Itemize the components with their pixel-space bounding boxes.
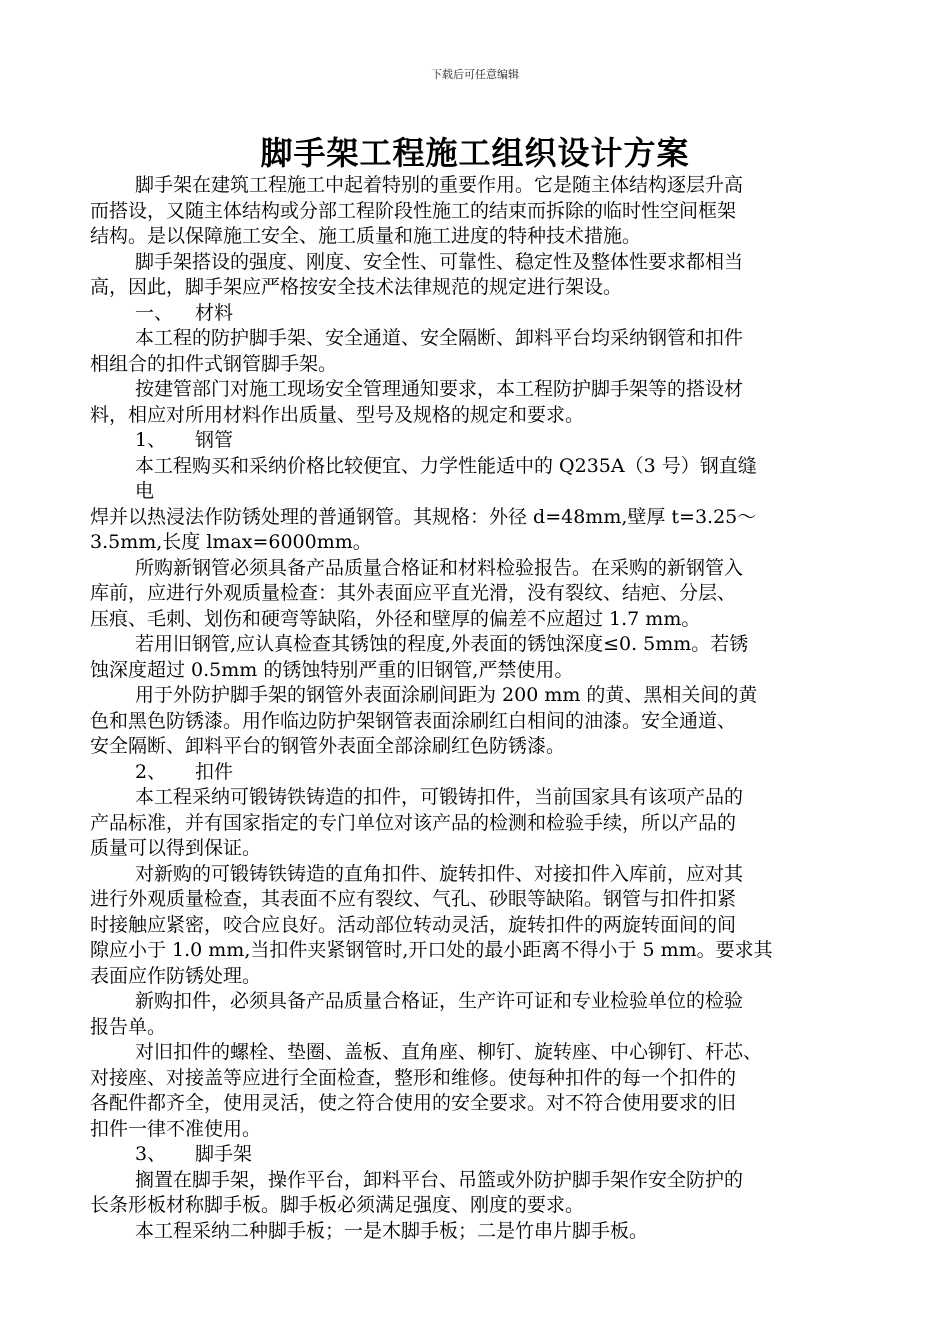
text-line: 时接触应紧密，咬合应良好。活动部位转动灵活，旋转扣件的两旋转面间的间 [90, 913, 737, 936]
text-line: 而搭设，又随主体结构或分部工程阶段性施工的结束而拆除的临时性空间框架 [90, 199, 737, 222]
text-line: 蚀深度超过 0.5mm 的锈蚀特别严重的旧钢管,严禁使用。 [90, 658, 574, 681]
section-number: 1、 [135, 429, 167, 451]
section-number: 2、 [135, 760, 167, 783]
section-title: 脚手架 [195, 1143, 253, 1165]
section-number: 3、 [135, 1143, 167, 1165]
text-line: 安全隔断、卸料平台的钢管外表面全部涂刷红色防锈漆。 [90, 735, 566, 757]
text-line: 库前，应进行外观质量检查：其外表面应平直光滑，没有裂纹、结疤、分层、 [90, 582, 737, 604]
text-line: 色和黑色防锈漆。用作临边防护架钢管表面涂刷红白相间的油漆。安全通道、 [90, 709, 737, 732]
text-line: 长条形板材称脚手板。脚手板必须满足强度、刚度的要求。 [90, 1194, 585, 1216]
section-heading [90, 1142, 870, 1168]
text-line: 各配件都齐全，使用灵活，使之符合使用的安全要求。对不符合使用要求的旧 [90, 1092, 737, 1114]
section-title: 钢管 [195, 429, 234, 451]
text-line: 对旧扣件的螺栓、垫圈、盖板、直角座、柳钉、旋转座、中心铆钉、杆芯、 [135, 1041, 763, 1063]
text-line: 高，因此，脚手架应严格按安全技术法律规范的规定进行架设。 [90, 276, 623, 298]
text-line: 本工程采纳可锻铸铁铸造的扣件，可锻铸扣件，当前国家具有该项产品的 [135, 786, 744, 808]
text-line: 若用旧钢管,应认真检查其锈蚀的程度,外表面的锈蚀深度≤0. 5mm。若锈 [135, 633, 749, 655]
section-heading [90, 428, 870, 454]
text-line: 用于外防护脚手架的钢管外表面涂刷间距为 200 mm 的黄、黑相关间的黄 [135, 684, 758, 706]
section-heading [90, 301, 870, 327]
text-line: 产品标准，并有国家指定的专门单位对该产品的检测和检验手续，所以产品的 [90, 811, 737, 834]
section-title: 扣件 [195, 760, 234, 783]
page-header: 下载后可任意编辑 [431, 68, 519, 81]
text-line: 焊并以热浸法作防锈处理的普通钢管。其规格：外径 d=48mm,壁厚 t=3.25～ [90, 505, 757, 528]
text-line: 相组合的扣件式钢管脚手架。 [90, 352, 338, 375]
text-line: 质量可以得到保证。 [90, 837, 262, 859]
text-line: 新购扣件，必须具备产品质量合格证，生产许可证和专业检验单位的检验 [135, 990, 744, 1012]
section-title: 材料 [195, 301, 234, 324]
section-heading [90, 760, 870, 786]
text-line: 表面应作防锈处理。 [90, 964, 262, 987]
text-line: 压痕、毛刺、划伤和硬弯等缺陷，外径和壁厚的偏差不应超过 1.7 mm。 [90, 607, 701, 630]
text-line: 结构。是以保障施工安全、施工质量和施工进度的特种技术措施。 [90, 225, 642, 247]
text-line: 电 [135, 480, 155, 502]
document-title: 脚手架工程施工组织设计方案 [260, 134, 690, 172]
text-line: 进行外观质量检查，其表面不应有裂纹、气孔、砂眼等缺陷。钢管与扣件扣紧 [90, 888, 737, 910]
text-line: 3.5mm,长度 lmax=6000mm。 [90, 531, 372, 553]
text-line: 对新购的可锻铸铁铸造的直角扣件、旋转扣件、对接扣件入库前，应对其 [135, 862, 744, 885]
text-line: 本工程采纳二种脚手板；一是木脚手板；二是竹串片脚手板。 [135, 1219, 649, 1242]
text-line: 报告单。 [90, 1015, 167, 1038]
text-line: 对接座、对接盖等应进行全面检查，整形和维修。使每种扣件的每一个扣件的 [90, 1066, 737, 1089]
text-line: 本工程的防护脚手架、安全通道、安全隔断、卸料平台均采纳钢管和扣件 [135, 327, 744, 349]
document-body [90, 173, 870, 1244]
text-line: 扣件一律不准使用。 [90, 1117, 262, 1140]
text-line: 搁置在脚手架，操作平台，卸料平台、吊篮或外防护脚手架作安全防护的 [135, 1168, 744, 1191]
text-line: 隙应小于 1.0 mm,当扣件夹紧钢管时,开口处的最小距离不得小于 5 mm。要求其 [90, 939, 773, 961]
text-line: 本工程购买和采纳价格比较便宜、力学性能适中的 Q235A（3 号）钢直缝 [135, 454, 757, 477]
section-number: 一、 [135, 301, 174, 324]
text-line: 料，相应对所用材料作出质量、型号及规格的规定和要求。 [90, 403, 585, 426]
text-line: 脚手架搭设的强度、刚度、安全性、可靠性、稳定性及整体性要求都相当 [135, 250, 744, 273]
text-line: 所购新钢管必须具备产品质量合格证和材料检验报告。在采购的新钢管入 [135, 556, 744, 579]
text-line: 按建管部门对施工现场安全管理通知要求，本工程防护脚手架等的搭设材 [135, 378, 744, 400]
text-line: 脚手架在建筑工程施工中起着特别的重要作用。它是随主体结构逐层升高 [135, 174, 744, 196]
